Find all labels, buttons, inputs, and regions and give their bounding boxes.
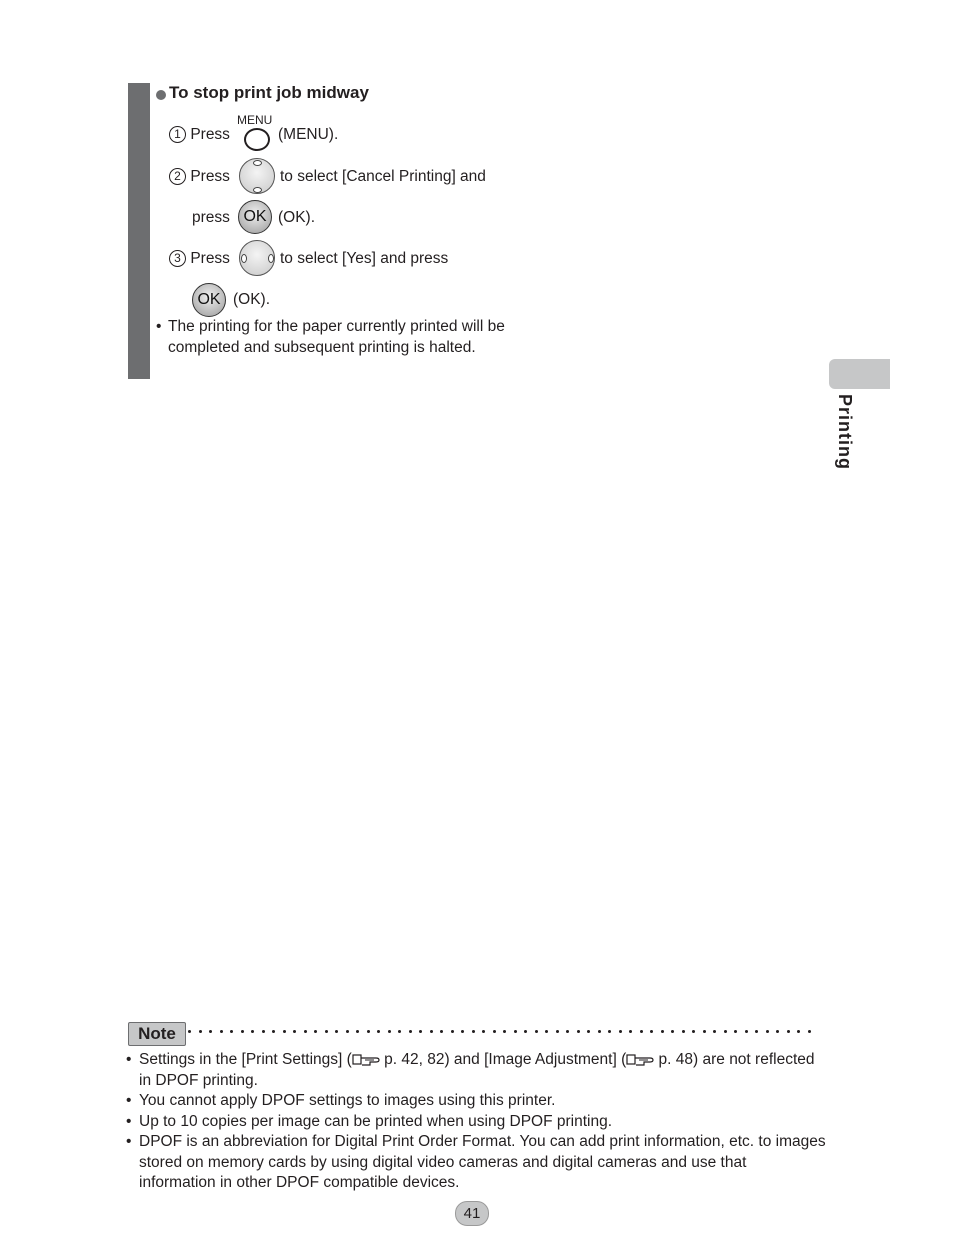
menu-button-label: MENU [237,113,273,127]
rule-dot [766,1030,769,1033]
page-reference-icon [626,1052,654,1066]
menu-button-icon [244,128,270,151]
step-1 [169,126,230,144]
note-item [126,1132,826,1194]
dpad-up-down-icon [239,158,275,194]
chapter-label: Printing [835,394,855,470]
rule-dot [566,1030,569,1033]
rule-dot [482,1030,485,1033]
note-item [126,1091,826,1112]
rule-dot [409,1030,412,1033]
rule-dot [314,1030,317,1033]
section-note [156,317,536,358]
rule-dot [209,1030,212,1033]
rule-dot [293,1030,296,1033]
note-item [126,1050,826,1091]
rule-dot [304,1030,307,1033]
rule-dot [629,1030,632,1033]
dotted-rule [188,1026,820,1038]
rule-dot [545,1030,548,1033]
rule-dot [556,1030,559,1033]
section-heading: To stop print job midway [169,83,369,102]
section-note-text: The printing for the paper currently printed will be completed and subsequent printing is halted. [168,318,505,356]
rule-dot [619,1030,622,1033]
note-text: DPOF is an abbreviation for Digital Print Order Format. You can add print information, etc. to images stored on memory cards by using digital video cameras and digital cameras and use that information in other DPOF compatible devices. [139,1133,826,1191]
rule-dot [524,1030,527,1033]
rule-dot [367,1030,370,1033]
note-item [126,1112,826,1133]
rule-dot [388,1030,391,1033]
rule-dot [272,1030,275,1033]
rule-dot [220,1030,223,1033]
step-2-suffix: to select [Cancel Printing] and [280,168,486,185]
rule-dot [661,1030,664,1033]
bullet-icon: • [126,1051,132,1068]
step-2-press: press [192,209,230,226]
ok-button-icon: OK [238,200,272,234]
rule-dot [713,1030,716,1033]
rule-dot [472,1030,475,1033]
rule-dot [724,1030,727,1033]
step-3-ok-suffix: (OK). [233,291,271,308]
bullet-icon: • [126,1133,132,1150]
rule-dot [598,1030,601,1033]
note-text: You cannot apply DPOF settings to images using this printer. [139,1092,556,1109]
rule-dot [682,1030,685,1033]
rule-dot [776,1030,779,1033]
page-reference-icon [352,1052,380,1066]
note-text: Up to 10 copies per image can be printed when using DPOF printing. [139,1112,613,1130]
rule-dot [398,1030,401,1033]
step-2 [169,168,230,186]
note-list [126,1050,826,1194]
rule-dot [493,1030,496,1033]
step-text: Press [190,126,230,143]
rule-dot [787,1030,790,1033]
rule-dot [640,1030,643,1033]
dpad-left-right-icon [239,240,275,276]
rule-dot [346,1030,349,1033]
note-text: Settings in the [Print Settings] ( [139,1051,352,1068]
rule-dot [251,1030,254,1033]
rule-dot [734,1030,737,1033]
rule-dot [587,1030,590,1033]
rule-dot [325,1030,328,1033]
rule-dot [650,1030,653,1033]
step-3-suffix: to select [Yes] and press [280,250,449,267]
rule-dot [671,1030,674,1033]
rule-dot [188,1030,191,1033]
rule-dot [503,1030,506,1033]
bullet-icon: • [156,318,162,335]
rule-dot [451,1030,454,1033]
note-badge: Note [128,1022,186,1046]
rule-dot [230,1030,233,1033]
chapter-tab [829,359,890,389]
rule-dot [283,1030,286,1033]
rule-dot [608,1030,611,1033]
section-side-bar [128,83,150,379]
rule-dot [703,1030,706,1033]
ok-button-icon: OK [192,283,226,317]
rule-dot [241,1030,244,1033]
rule-dot [692,1030,695,1033]
rule-dot [577,1030,580,1033]
rule-dot [514,1030,517,1033]
step-text: Press [190,250,230,267]
rule-dot [745,1030,748,1033]
bullet-icon: • [126,1092,132,1109]
step-number: 1 [169,126,186,143]
step-number: 3 [169,250,186,267]
rule-dot [377,1030,380,1033]
rule-dot [262,1030,265,1033]
section-bullet-icon [156,90,166,100]
rule-dot [356,1030,359,1033]
step-text: Press [190,168,230,185]
rule-dot [755,1030,758,1033]
rule-dot [335,1030,338,1033]
rule-dot [430,1030,433,1033]
step-1-suffix: (MENU). [278,126,339,143]
bullet-icon: • [126,1112,132,1130]
step-3 [169,250,230,268]
note-text: p. 48) are not reflected in DPOF printing. [139,1051,815,1089]
rule-dot [797,1030,800,1033]
rule-dot [440,1030,443,1033]
rule-dot [808,1030,811,1033]
rule-dot [419,1030,422,1033]
rule-dot [535,1030,538,1033]
rule-dot [461,1030,464,1033]
step-2-ok-suffix: (OK). [278,209,316,226]
note-text: p. 42, 82) and [Image Adjustment] ( [379,1051,627,1068]
rule-dot [199,1030,202,1033]
page-number: 41 [455,1201,489,1226]
step-number: 2 [169,168,186,185]
